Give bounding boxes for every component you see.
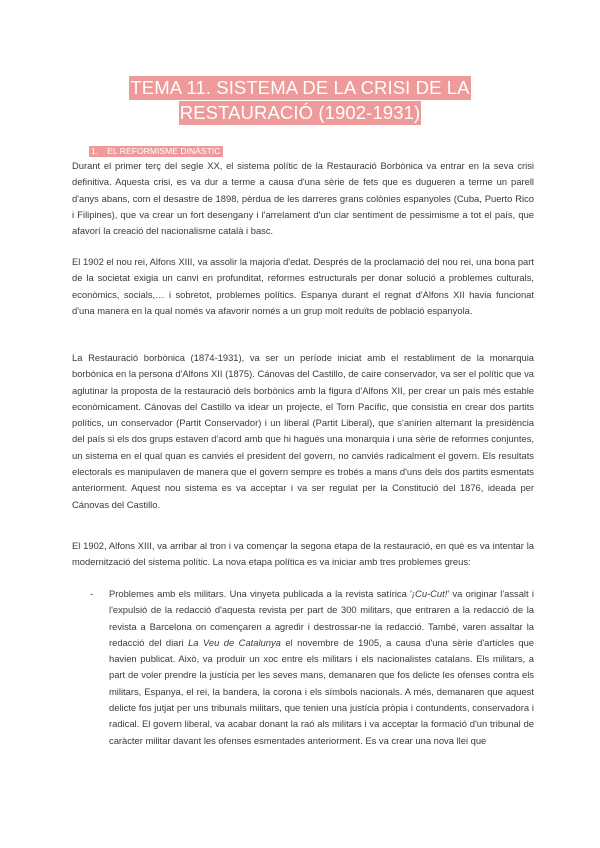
bullet-text-c: ' va originar l'assalt i l'expulsió de la redacció d'aquesta revista per part de 300 militars, que entraren a la redacció de la revista a Barcelona on començaren a agredir i destrossar-ne la redacció. També, varen assaltar la redacció del diari bbox=[109, 588, 534, 648]
section-label: EL REFORMISME DINÀSTIC bbox=[107, 146, 221, 156]
list-item bbox=[90, 586, 534, 749]
document-title bbox=[0, 76, 600, 125]
magazine-name: ¡Cu-Cut! bbox=[411, 588, 448, 599]
newspaper-name: La Veu de Catalunya bbox=[188, 636, 281, 648]
bullet-text-a: Problemes amb els militars. Una vinyeta publicada a la revista satírica ' bbox=[109, 588, 412, 599]
title-line-2: RESTAURACIÓ (1902-1931) bbox=[179, 102, 421, 123]
section-number: 1. bbox=[91, 146, 99, 156]
paragraph-4: El 1902, Alfons XIII, va arribar al tron i va començar la segona etapa de la restauració, en què es va intentar la modernització del sistema polític. La nova etapa política es va iniciar amb tres problemes greus: bbox=[72, 540, 534, 568]
paragraph-2: El 1902 el nou rei, Alfons XIII, va assolir la majoria d'edat. Després de la proclamació del nou rei, una bona part de la societat exigia un canvi en profunditat, reformes estructurals per donar solució a problemes culturals, econòmics, socials,… i sobretot, problemes polítics. Espanya durant el regnat d'Alfons XII havia funcionat d'una manera en la qual només va afavorir només a un grup molt reduïts de població espanyola. bbox=[72, 256, 534, 316]
section-heading-1 bbox=[89, 146, 223, 157]
paragraph-3: La Restauració borbònica (1874-1931), va ser un període iniciat amb el restabliment de la monarquia borbònica en la persona d'Alfons XII (1875). Cánovas del Castillo, de caire conservador, va ser el polític que va aglutinar la proposta de la restauració dels borbònics amb la figura d'Alfons XII, per crear un país més estable econòmicament. Cánovas del Castillo va idear un projecte, el Torn Pacífic, que consistia en crear dos partits polítics, un conservador (Partit Conservador) i un liberal (Partit Liberal), que s'anirien alternant la presidència del país si els dos grups estaven d'acord amb que hi hagués una monarquia i una sèrie de reformes conjuntes, un sistema en el qual quan es canviés el president del govern, no canviés radicalment el govern. Els resultats electorals es manipulaven de manera que el govern sempre es trobés a mans d'uns dels dos partits esmentats anteriorment. Aquest nou sistema es va acceptar i va ser regulat per la Constitució del 1876, ideada per Cánovas del Castillo. bbox=[72, 352, 534, 510]
paragraph-1: Durant el primer terç del segle XX, el sistema polític de la Restauració Borbònica va entrar en la seva crisi definitiva. Aquesta crisi, es va dur a terme a causa d'una sèrie de fets que es dugueren a terme un parell d'anys abans, com el desastre de 1898, pèrdua de les darreres grans colònies espanyoles (Cuba, Puerto Rico i Filipines), que va crear un fort desengany i l'arrelament d'un clar sentiment de pessimisme a tot el país, que afavorí la creació del nacionalisme català i basc. bbox=[72, 160, 534, 237]
title-line-1: TEMA 11. SISTEMA DE LA CRISI DE LA bbox=[130, 77, 470, 98]
dash-bullet: - bbox=[90, 588, 94, 599]
problems-list bbox=[90, 586, 534, 749]
bullet-text-e: el novembre de 1905, a causa d'una sèrie d'articles que havien publicat. Això, va produir un xoc entre els militars i els nacionalistes catalans. Els militars, a part de voler prendre la justícia per les seves mans, demanaren que fos delicte les ofenses contra els militars, Espanya, el rei, la bandera, la corona i els símbols nacionals. A més, demanaren que aquest delicte fos jutjat per uns tribunals militars, que tenien una justícia pròpia i contundents, conservadora i radical. El govern liberal, va acabar donant la raó als militars i va acceptar la formació d'un tribunal de caràcter militar davant les ofenses esmentades anteriorment. Es va crear una nova llei que bbox=[109, 636, 534, 746]
